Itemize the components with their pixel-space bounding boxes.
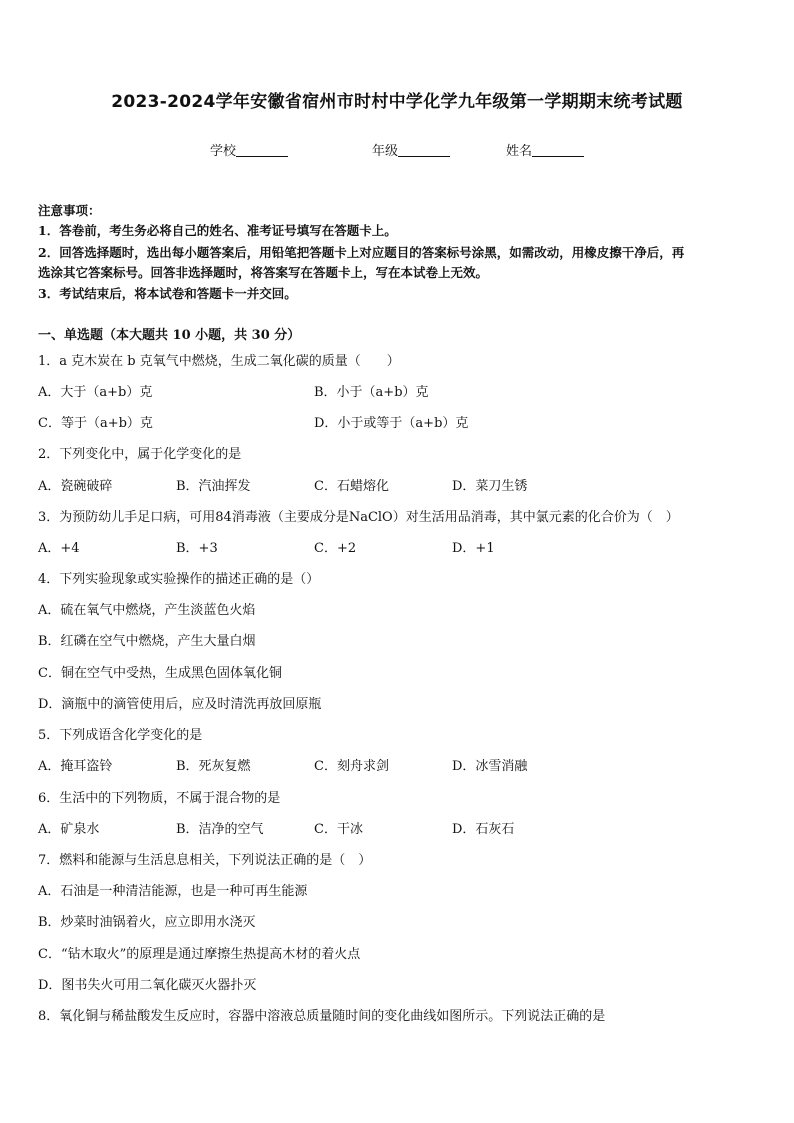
option-b: B．红磷在空气中燃烧，产生大量白烟	[38, 634, 256, 649]
option-a: A．石油是一种清洁能源，也是一种可再生能源	[38, 884, 308, 899]
option-a: A．大于（a+b）克	[38, 385, 153, 400]
option-b: B．死灰复燃	[176, 759, 251, 774]
notes-heading: 注意事项：	[38, 203, 101, 218]
option-a: A．瓷碗破碎	[38, 479, 113, 494]
option-b: B．炒菜时油锅着火，应立即用水浇灭	[38, 915, 256, 930]
option-a: A．+4	[38, 541, 80, 556]
option-c: C．铜在空气中受热，生成黑色固体氧化铜	[38, 666, 282, 681]
name-field	[506, 140, 584, 159]
note-item: 选涂其它答案标号。回答非选择题时，将答案写在答题卡上，写在本试卷上无效。	[38, 265, 489, 280]
question-stem: 8．氧化铜与稀盐酸发生反应时，容器中溶液总质量随时间的变化曲线如图所示。下列说法正确的是	[38, 1009, 606, 1024]
option-c: C．等于（a+b）克	[38, 416, 153, 431]
question-stem: 7．燃料和能源与生活息息相关，下列说法正确的是（ ）	[38, 853, 372, 868]
note-item: 3．考试结束后，将本试卷和答题卡一并交回。	[38, 286, 297, 301]
option-c: C．+2	[314, 541, 357, 556]
option-b: B．+3	[176, 541, 218, 556]
note-item: 2．回答选择题时，选出每小题答案后，用铅笔把答题卡上对应题目的答案标号涂黑，如需改动，用橡皮擦干净后，再	[38, 245, 685, 260]
option-d: D．冰雪消融	[452, 759, 528, 774]
school-blank[interactable]	[236, 143, 288, 157]
option-d: D．图书失火可用二氧化碳灭火器扑灭	[38, 978, 257, 993]
question-stem: 2．下列变化中，属于化学变化的是	[38, 447, 242, 462]
option-b: B．汽油挥发	[176, 479, 251, 494]
option-d: D．石灰石	[452, 822, 515, 837]
option-c: C．石蜡熔化	[314, 479, 389, 494]
school-field	[210, 140, 288, 159]
option-b: B．小于（a+b）克	[314, 385, 429, 400]
option-b: B．洁净的空气	[176, 822, 264, 837]
section-heading: 一、单选题（本大题共 10 小题，共 30 分）	[38, 328, 301, 343]
option-a: A．掩耳盗铃	[38, 759, 113, 774]
name-label: 姓名	[506, 144, 533, 159]
option-a: A．矿泉水	[38, 822, 100, 837]
school-label: 学校	[210, 144, 237, 159]
question-stem: 5．下列成语含化学变化的是	[38, 728, 203, 743]
note-item: 1．答卷前，考生务必将自己的姓名、准考证号填写在答题卡上。	[38, 223, 397, 238]
question-stem: 4．下列实验现象或实验操作的描述正确的是（）	[38, 572, 320, 587]
exam-title: 2023-2024学年安徽省宿州市时村中学化学九年级第一学期期末统考试题	[111, 92, 683, 112]
grade-blank[interactable]	[398, 143, 450, 157]
option-c: C．“钻木取火”的原理是通过摩擦生热提高木材的着火点	[38, 947, 361, 962]
option-d: D．菜刀生锈	[452, 479, 528, 494]
question-stem: 6．生活中的下列物质，不属于混合物的是	[38, 791, 281, 806]
question-stem: 3．为预防幼儿手足口病，可用84消毒液（主要成分是NaClO）对生活用品消毒，其中氯元素的化合价为（ ）	[38, 510, 679, 525]
option-c: C．干冰	[314, 822, 363, 837]
option-a: A．硫在氧气中燃烧，产生淡蓝色火焰	[38, 603, 256, 618]
option-d: D．+1	[452, 541, 495, 556]
option-c: C．刻舟求剑	[314, 759, 389, 774]
name-blank[interactable]	[532, 143, 584, 157]
option-d: D．滴瓶中的滴管使用后，应及时清洗再放回原瓶	[38, 697, 322, 712]
option-d: D．小于或等于（a+b）克	[314, 416, 469, 431]
grade-label: 年级	[372, 144, 399, 159]
grade-field	[372, 140, 450, 159]
question-stem: 1．a 克木炭在 b 克氧气中燃烧，生成二氧化碳的质量（ ）	[38, 354, 400, 369]
